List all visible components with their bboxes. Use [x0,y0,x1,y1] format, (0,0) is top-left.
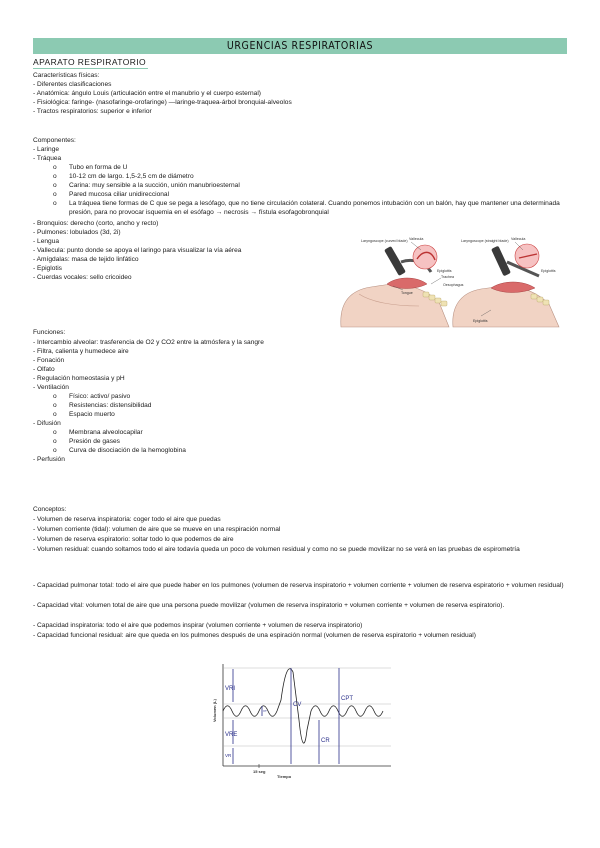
annotation-vt: VT [263,709,267,713]
sub-bullet: o [53,402,57,409]
sub-bullet: o [53,173,57,180]
label-vallecula-right: Vallecula [511,237,526,241]
section-underline [33,68,148,69]
annotation-cv: CV [293,702,302,708]
label-laryngoscope-curved: Laryngoscope (curved blade) [361,239,408,243]
annotation-vr: VR [225,753,232,758]
funcion-item: - Perfusión [33,456,65,463]
annotation-vri: VRI [225,686,236,692]
difusion-sub-item: Membrana alveolocapilar [69,429,143,436]
label-vallecula-left: Vallecula [409,237,424,241]
label-epiglottis-bottom: Epiglottis [473,319,488,323]
laryngoscope-illustration [331,232,567,332]
sub-bullet: o [53,200,57,207]
y-axis-label: Volumen (L) [212,699,217,722]
sub-bullet: o [53,164,57,171]
ventilacion-sub-item: Espacio muerto [69,411,115,418]
concepto-item: - Volumen corriente (tidal): volumen de aire que se mueve en una respiración normal [33,526,281,533]
traquea-sub-item: 10-12 cm de largo. 1,5-2,5 cm de diámetro [69,173,194,180]
annotation-cpt: CPT [341,696,353,702]
label-oesophagus: Oesophagus [443,283,464,287]
ventilacion-sub-item: Resistencias: distensibilidad [69,402,152,409]
concepto-item: - Volumen de reserva inspiratoria: coger todo el aire que puedas [33,516,221,523]
sub-bullet: o [53,429,57,436]
concepto-item: - Volumen residual: cuando soltamos todo el aire todavía queda un poco de volumen residual y como no se puede movilizar no se verá en las pruebas de espirometría [33,546,520,553]
traquea-sub-item: La tráquea tiene formas de C que se pega a lesófago, que no tiene circulación colateral. Cuando ponemos intubación con un balón, hay que mantener una determinada presión, para no provocar isquemia en el esófago → necrosis → fístula esofagobronquial [69,200,560,216]
funcion-item: - Olfato [33,366,55,373]
sub-bullet: o [53,447,57,454]
componente-item: - Cuerdas vocales: sello cricoideo [33,274,132,281]
conceptos-heading: Conceptos: [33,506,67,513]
funcion-item: - Regulación homeostasia y pH [33,375,125,382]
funciones-heading: Funciones: [33,329,66,336]
sub-bullet: o [53,393,57,400]
traquea-sub-item: Tubo en forma de U [69,164,128,171]
annotation-cr: CR [321,738,330,744]
caracteristicas-heading: Características físicas: [33,72,100,79]
componente-item: - Vallecula: punto donde se apoya el laringo para visualizar la vía aérea [33,247,242,254]
capacidad-item: - Capacidad pulmonar total: todo el aire que puede haber en los pulmones (volumen de reserva inspiratorio + volumen corriente + volumen de reserva espiratorio + volumen residual) [33,582,564,589]
caracteristica-item: - Fisiológica: faringe- (nasofaringe-orofaringe) —laringe-traquea-árbol bronquial-alveolos [33,99,292,106]
difusion-sub-item: Presión de gases [69,438,120,445]
funcion-item: - Ventilación [33,384,69,391]
caracteristica-item: - Diferentes clasificaciones [33,81,112,88]
concepto-item: - Volumen de reserva espiratorio: soltar todo lo que podemos de aire [33,536,234,543]
capacidad-item: - Capacidad funcional residual: aire que queda en los pulmones después de una espiración normal (volumen de reserva espiratorio + volumen residual) [33,632,476,639]
difusion-sub-item: Curva de disociación de la hemoglobina [69,447,186,454]
componente-item: - Laringe [33,146,60,153]
componente-item: - Lengua [33,238,60,245]
ventilacion-sub-item: Físico: activo/ pasivo [69,393,131,400]
sub-bullet: o [53,191,57,198]
capacidad-item: - Capacidad inspiratoria: todo el aire que podemos inspirar (volumen corriente + volumen de reserva inspiratorio) [33,622,363,629]
sub-bullet: o [53,438,57,445]
annotation-vre: VRE [225,732,238,738]
funcion-item: - Fonación [33,357,65,364]
page-title: URGENCIAS RESPIRATORIAS [33,38,567,54]
componente-item: - Amígdalas: masa de tejido linfático [33,256,139,263]
traquea-sub-item: Pared mucosa ciliar unidireccional [69,191,170,198]
componente-item: - Tráquea [33,155,62,162]
caracteristica-item: - Anatómica: ángulo Louis (articulación entre el manubrio y el cuerpo esternal) [33,90,261,97]
x-tick-label: 15 seg [253,769,266,774]
x-axis-label: Tiempo [277,774,292,779]
traquea-sub-item: Carina: muy sensible a la succión, unión manubrioesternal [69,182,240,189]
componente-item: - Bronquios: derecho (corto, ancho y recto) [33,220,159,227]
capacidad-item: - Capacidad vital: volumen total de aire que una persona puede movilizar (volumen de reserva inspiratorio + volumen corriente + volumen de reserva espiratorio). [33,602,505,609]
label-laryngoscope-straight: Laryngoscope (straight blade) [461,239,509,243]
label-epiglottis-left: Epiglottis [437,269,452,273]
componente-item: - Epiglotis [33,265,62,272]
label-epiglottis-right: Epiglottis [541,269,556,273]
label-tongue: Tongue [401,291,413,295]
componente-item: - Pulmones: lobulados (3d, 2i) [33,229,121,236]
componentes-heading: Componentes: [33,137,76,144]
section-heading-text: APARATO RESPIRATORIO [33,57,147,67]
funcion-item: - Filtra, calienta y humedece aire [33,348,129,355]
funcion-item: - Difusión [33,420,61,427]
sub-bullet: o [53,411,57,418]
caracteristica-item: - Tractos respiratorios: superior e inferior [33,108,152,115]
section-heading [33,57,153,68]
spirometry-diagram [207,660,395,780]
funcion-item: - Intercambio alveolar: trasferencia de O2 y CO2 entre la atmósfera y la sangre [33,339,264,346]
label-trachea: Trachea [441,275,455,279]
sub-bullet: o [53,182,57,189]
